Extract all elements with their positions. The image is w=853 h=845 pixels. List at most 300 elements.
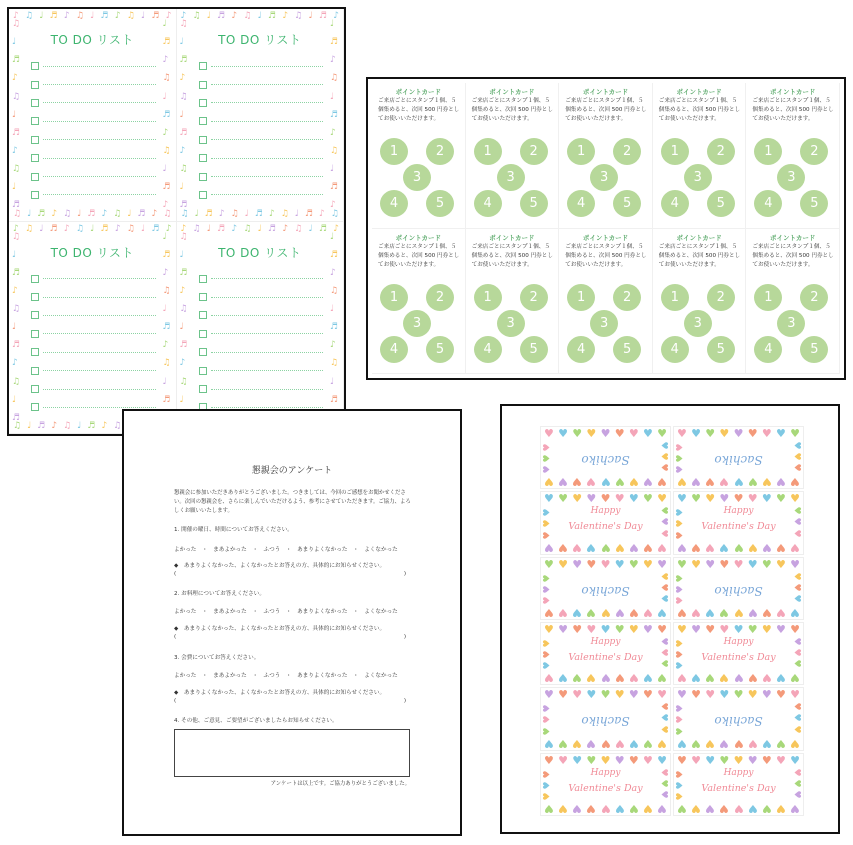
todo-writing-line [211, 333, 324, 334]
todo-writing-line [211, 139, 324, 140]
music-note-icon: ♪ [330, 340, 336, 351]
todo-item [31, 361, 156, 379]
heart-icon: ♥ [675, 704, 686, 713]
todo-writing-line [211, 389, 324, 390]
heart-icon: ♥ [642, 475, 653, 489]
heart-icon: ♥ [642, 557, 653, 571]
heart-icon: ♥ [658, 779, 669, 788]
heart-icon: ♥ [790, 622, 800, 636]
todo-item [31, 186, 156, 204]
checkbox[interactable] [199, 293, 207, 301]
heart-icon: ♥ [558, 688, 569, 702]
heart-icon: ♥ [761, 475, 772, 489]
music-note-icon: ♪ [165, 223, 172, 234]
music-note-icon: ♩ [179, 182, 184, 193]
heart-icon: ♥ [791, 506, 802, 515]
stamp-circle-1: 1 [754, 138, 782, 165]
heart-icon: ♥ [790, 753, 800, 767]
heart-border [677, 803, 800, 814]
heart-icon: ♥ [658, 790, 669, 799]
music-note-icon: ♬ [254, 208, 263, 219]
stamp-circle-3: 3 [590, 310, 618, 337]
heart-icon: ♥ [642, 492, 653, 506]
music-note-icon: ♪ [13, 223, 19, 234]
stamp-circle-5: 5 [707, 336, 735, 363]
valentine-card [673, 557, 804, 620]
checkbox[interactable] [199, 117, 207, 125]
music-note-icon: ♫ [126, 223, 135, 234]
heart-icon: ♥ [628, 671, 639, 685]
music-note-icon: ♪ [162, 267, 169, 278]
music-note-icon: ♪ [231, 223, 238, 234]
music-note-border [181, 209, 340, 219]
heart-icon: ♥ [675, 650, 686, 659]
music-note-icon: ♬ [179, 267, 188, 278]
music-note-icon: ♫ [162, 145, 171, 156]
todo-writing-line [211, 407, 324, 408]
checkbox[interactable] [31, 62, 39, 70]
heart-icon: ♥ [733, 688, 744, 702]
todo-grid [9, 9, 344, 434]
recipient-name: Sachiko [714, 453, 763, 467]
heart-icon: ♥ [791, 594, 802, 603]
heart-icon: ♥ [719, 736, 730, 750]
music-note-icon: ♫ [330, 145, 339, 156]
music-note-icon: ♩ [12, 37, 17, 48]
heart-icon: ♥ [791, 441, 802, 450]
heart-icon: ♥ [658, 702, 669, 711]
checkbox[interactable] [31, 99, 39, 107]
music-note-icon: ♩ [39, 223, 44, 234]
greeting-valentines-day: Valentine's Day [701, 782, 776, 794]
music-note-icon: ♪ [162, 340, 169, 351]
todo-writing-line [43, 66, 156, 67]
music-note-icon: ♫ [330, 358, 339, 369]
paren-close: ) [403, 698, 406, 704]
stamp-circle-3: 3 [403, 164, 431, 191]
heart-icon: ♥ [705, 605, 716, 619]
todo-card [9, 9, 177, 222]
heart-icon: ♥ [572, 540, 583, 554]
heart-border [677, 559, 800, 570]
music-note-icon: ♩ [27, 421, 32, 431]
heart-icon: ♥ [542, 639, 553, 648]
todo-list-sheet [7, 7, 346, 436]
heart-icon: ♥ [614, 540, 625, 554]
music-note-icon: ♩ [179, 249, 184, 260]
music-note-icon: ♪ [12, 145, 18, 156]
music-note-icon: ♫ [294, 223, 303, 234]
heart-icon: ♥ [614, 475, 625, 489]
survey-answer-3 [174, 698, 406, 704]
heart-icon: ♥ [705, 753, 716, 767]
checkbox[interactable] [199, 348, 207, 356]
valentine-card-sheet [500, 404, 840, 834]
music-note-icon: ♩ [12, 394, 17, 405]
checkbox[interactable] [199, 191, 207, 199]
heart-icon: ♥ [542, 781, 553, 790]
checkbox[interactable] [31, 154, 39, 162]
stamp-circle-3: 3 [684, 164, 712, 191]
heart-icon: ♥ [544, 427, 554, 440]
point-card [559, 83, 653, 229]
greeting-happy: Happy [590, 767, 621, 778]
heart-border [544, 738, 667, 749]
heart-icon: ♥ [791, 790, 802, 799]
todo-writing-line [43, 194, 156, 195]
checkbox[interactable] [31, 367, 39, 375]
heart-icon: ♥ [542, 661, 553, 670]
checkbox[interactable] [31, 293, 39, 301]
stamp-circle-2: 2 [800, 284, 828, 311]
checkbox[interactable] [31, 311, 39, 319]
heart-border [544, 607, 667, 618]
music-note-icon: ♪ [180, 223, 187, 234]
music-note-icon: ♫ [330, 208, 339, 219]
todo-writing-line [211, 194, 324, 195]
music-note-icon: ♪ [13, 11, 19, 21]
todo-writing-line [211, 176, 324, 177]
todo-writing-line [211, 315, 324, 316]
music-note-icon: ♬ [49, 223, 58, 234]
point-card [559, 229, 653, 375]
music-note-icon: ♪ [330, 267, 336, 278]
heart-icon: ♥ [542, 792, 553, 801]
music-note-icon: ♫ [294, 11, 303, 21]
heart-icon: ♥ [677, 688, 687, 702]
todo-writing-line [43, 278, 156, 279]
heart-icon: ♥ [733, 492, 744, 506]
checkbox[interactable] [199, 330, 207, 338]
survey-followup-1: ◆ あまりよくなかった、よくなかったとお答えの方、具体的にお知らせください。 [174, 563, 386, 569]
heart-border [544, 672, 667, 683]
music-note-icon: ♪ [101, 208, 108, 219]
heart-icon: ♥ [657, 688, 667, 702]
heart-icon: ♥ [791, 463, 802, 472]
survey-question-4: 4. その他、ご意見、ご要望がございましたらお知らせください。 [174, 718, 338, 724]
survey-comment-box[interactable] [174, 729, 410, 777]
heart-icon: ♥ [586, 492, 597, 506]
survey-answer-2 [174, 634, 406, 640]
point-card-title: ポイントカード [395, 233, 441, 242]
checkbox[interactable] [199, 154, 207, 162]
heart-icon: ♥ [544, 688, 554, 702]
point-card-description: ご来店ごとにスタンプ１個、５個集めると、次回 500 円券としてお使いいただけます。 [471, 243, 553, 268]
music-note-icon: ♫ [13, 421, 22, 431]
heart-icon: ♥ [657, 492, 667, 506]
heart-icon: ♥ [733, 540, 744, 554]
heart-icon: ♥ [658, 517, 669, 527]
heart-icon: ♥ [775, 736, 786, 750]
music-note-icon: ♬ [318, 223, 328, 234]
heart-border [677, 755, 800, 766]
survey-followup-3: ◆ あまりよくなかった、よくなかったとお答えの方、具体的にお知らせください。 [174, 690, 386, 696]
heart-icon: ♥ [790, 605, 800, 619]
todo-lines [199, 57, 324, 204]
music-note-icon: ♩ [179, 322, 184, 333]
heart-icon: ♥ [791, 637, 802, 646]
heart-icon: ♥ [658, 713, 669, 723]
music-note-icon: ♬ [330, 109, 339, 120]
heart-border [544, 542, 667, 553]
point-card-title: ポイントカード [582, 88, 629, 96]
survey-options-3: よかった ・ まあよかった ・ ふつう ・ あまりよくなかった ・ よくなかった [174, 673, 398, 679]
stamp-circle-2: 2 [800, 138, 828, 165]
checkbox[interactable] [31, 81, 39, 89]
music-note-icon: ♫ [75, 11, 84, 21]
todo-item [199, 57, 324, 75]
music-note-icon: ♪ [12, 285, 18, 296]
heart-icon: ♥ [586, 688, 597, 702]
checkbox[interactable] [31, 117, 39, 125]
checkbox[interactable] [31, 403, 39, 411]
checkbox[interactable] [199, 99, 207, 107]
music-note-icon: ♫ [12, 91, 21, 102]
stamp-circle-5: 5 [520, 336, 548, 363]
checkbox[interactable] [199, 367, 207, 375]
todo-writing-line [43, 407, 156, 408]
music-note-icon: ♫ [180, 208, 189, 219]
heart-icon: ♥ [586, 622, 597, 636]
heart-icon: ♥ [642, 671, 653, 685]
music-note-icon: ♩ [162, 19, 167, 29]
stamp-circle-3: 3 [497, 310, 525, 337]
todo-item [31, 270, 156, 288]
heart-icon: ♥ [677, 605, 687, 619]
point-card-title: ポイントカード [770, 88, 816, 96]
heart-icon: ♥ [675, 508, 686, 517]
heart-icon: ♥ [572, 688, 583, 702]
survey-title: 懇親会のアンケート [251, 466, 333, 476]
heart-icon: ♥ [719, 540, 730, 554]
todo-item [31, 131, 156, 149]
music-note-icon: ♫ [12, 231, 21, 242]
heart-icon: ♥ [657, 475, 667, 489]
todo-item [199, 149, 324, 167]
heart-icon: ♥ [586, 557, 597, 571]
heart-icon: ♥ [658, 529, 669, 538]
todo-card [177, 9, 345, 222]
heart-icon: ♥ [586, 605, 597, 619]
heart-icon: ♥ [775, 475, 786, 489]
heart-icon: ♥ [542, 531, 553, 540]
checkbox[interactable] [31, 275, 39, 283]
todo-item [199, 288, 324, 306]
heart-icon: ♥ [600, 688, 611, 702]
heart-icon: ♥ [658, 463, 669, 472]
recipient-name: Sachiko [581, 453, 630, 467]
music-note-icon: ♬ [179, 55, 188, 66]
heart-icon: ♥ [657, 671, 667, 685]
music-note-icon: ♬ [217, 223, 226, 234]
heart-icon: ♥ [719, 427, 730, 440]
heart-border [544, 559, 667, 570]
point-card-title: ポイントカード [676, 233, 722, 242]
music-note-icon: ♩ [330, 376, 335, 387]
heart-icon: ♥ [791, 648, 802, 657]
music-note-icon: ♩ [141, 11, 146, 21]
music-note-icon: ♩ [162, 164, 167, 175]
music-note-icon: ♪ [330, 200, 336, 211]
stamp-circle-1: 1 [380, 284, 408, 311]
music-note-icon: ♬ [318, 11, 328, 21]
heart-icon: ♥ [733, 671, 744, 685]
point-card [466, 229, 560, 375]
heart-icon: ♥ [544, 801, 554, 815]
music-note-icon: ♫ [179, 304, 188, 315]
music-note-icon: ♬ [330, 249, 339, 260]
heart-icon: ♥ [628, 540, 639, 554]
heart-icon: ♥ [675, 661, 686, 670]
heart-icon: ♥ [657, 736, 667, 750]
stamp-circle-2: 2 [426, 138, 454, 165]
checkbox[interactable] [199, 81, 207, 89]
checkbox[interactable] [199, 173, 207, 181]
heart-icon: ♥ [614, 492, 625, 506]
todo-item [31, 343, 156, 361]
heart-icon: ♥ [600, 557, 611, 571]
heart-icon: ♥ [691, 427, 702, 440]
stamp-circle-5: 5 [426, 190, 454, 217]
checkbox[interactable] [199, 62, 207, 70]
music-note-icon: ♪ [282, 11, 289, 21]
heart-icon: ♥ [558, 753, 569, 767]
heart-icon: ♥ [586, 801, 597, 815]
heart-icon: ♥ [705, 540, 716, 554]
heart-icon: ♥ [719, 622, 730, 636]
heart-icon: ♥ [705, 688, 716, 702]
music-note-icon: ♩ [308, 11, 313, 21]
heart-icon: ♥ [747, 475, 758, 489]
todo-writing-line [211, 158, 324, 159]
music-note-icon: ♫ [162, 285, 171, 296]
heart-icon: ♥ [572, 605, 583, 619]
checkbox[interactable] [31, 348, 39, 356]
checkbox[interactable] [199, 136, 207, 144]
todo-item [199, 306, 324, 324]
music-note-icon: ♫ [179, 164, 188, 175]
heart-icon: ♥ [558, 427, 569, 440]
music-note-icon: ♪ [330, 127, 336, 138]
music-note-icon: ♬ [12, 267, 21, 278]
point-card-description: ご来店ごとにスタンプ１個、５個集めると、次回 500 円券としてお使いいただけます。 [658, 98, 741, 122]
music-note-icon: ♫ [63, 208, 72, 219]
music-note-icon: ♪ [114, 223, 121, 234]
music-note-icon: ♩ [12, 182, 17, 193]
heart-icon: ♥ [691, 753, 702, 767]
heart-icon: ♥ [677, 801, 687, 815]
heart-icon: ♥ [791, 452, 802, 461]
todo-lines [31, 57, 156, 204]
stamp-circle-3: 3 [497, 164, 525, 191]
heart-icon: ♥ [572, 736, 583, 750]
survey-question-2: 2. お料理についてお答えください。 [174, 591, 265, 597]
heart-icon: ♥ [747, 557, 758, 571]
music-note-icon: ♩ [179, 37, 184, 48]
heart-icon: ♥ [675, 531, 686, 540]
todo-item [199, 186, 324, 204]
music-note-icon: ♩ [206, 223, 211, 234]
heart-icon: ♥ [558, 801, 569, 815]
greeting-happy: Happy [723, 636, 754, 647]
music-note-icon: ♬ [100, 223, 109, 234]
heart-icon: ♥ [747, 671, 758, 685]
music-note-icon: ♩ [39, 11, 44, 21]
heart-icon: ♥ [677, 427, 687, 440]
valentine-card [540, 491, 671, 554]
heart-icon: ♥ [775, 622, 786, 636]
checkbox[interactable] [199, 311, 207, 319]
heart-icon: ♥ [791, 659, 802, 668]
todo-writing-line [211, 66, 324, 67]
heart-icon: ♥ [542, 715, 553, 724]
checkbox[interactable] [31, 136, 39, 144]
heart-icon: ♥ [628, 475, 639, 489]
heart-border [544, 803, 667, 814]
music-note-icon: ♩ [162, 91, 167, 102]
checkbox[interactable] [31, 385, 39, 393]
heart-icon: ♥ [600, 801, 611, 815]
checkbox[interactable] [31, 191, 39, 199]
todo-item [199, 380, 324, 398]
checkbox[interactable] [31, 330, 39, 338]
heart-icon: ♥ [790, 688, 800, 702]
stamp-circle-2: 2 [520, 138, 548, 165]
heart-icon: ♥ [614, 688, 625, 702]
heart-icon: ♥ [658, 768, 669, 777]
music-note-border [181, 224, 340, 234]
heart-icon: ♥ [642, 540, 653, 554]
point-card-description: ご来店ごとにスタンプ１個、５個集めると、次回 500 円券としてお使いいただけます。 [565, 243, 647, 268]
music-note-icon: ♬ [37, 208, 46, 219]
music-note-icon: ♪ [231, 11, 238, 21]
todo-writing-line [211, 352, 324, 353]
music-note-icon: ♫ [330, 285, 339, 296]
stamp-circle-2: 2 [707, 138, 735, 165]
checkbox[interactable] [199, 385, 207, 393]
point-card-description: ご来店ごとにスタンプ１個、５個集めると、次回 500 円券としてお使いいただけます。 [378, 98, 460, 122]
heart-icon: ♥ [658, 594, 669, 603]
heart-icon: ♥ [719, 605, 730, 619]
music-note-border [13, 224, 172, 234]
heart-icon: ♥ [657, 753, 667, 767]
heart-icon: ♥ [719, 475, 730, 489]
survey-question-1: 1. 開催の曜日、時間についてお答えください。 [174, 527, 293, 533]
heart-icon: ♥ [705, 475, 716, 489]
music-note-icon: ♩ [194, 208, 199, 219]
heart-icon: ♥ [558, 671, 569, 685]
checkbox[interactable] [31, 173, 39, 181]
heart-icon: ♥ [614, 622, 625, 636]
paren-open: ( [174, 571, 177, 577]
heart-icon: ♥ [733, 557, 744, 571]
stamp-circle-3: 3 [403, 310, 431, 337]
heart-icon: ♥ [775, 801, 786, 815]
point-card [466, 83, 560, 229]
todo-item [199, 325, 324, 343]
heart-icon: ♥ [614, 557, 625, 571]
checkbox[interactable] [199, 275, 207, 283]
heart-icon: ♥ [705, 671, 716, 685]
valentine-card [673, 622, 804, 685]
heart-icon: ♥ [642, 753, 653, 767]
heart-icon: ♥ [733, 801, 744, 815]
heart-icon: ♥ [719, 801, 730, 815]
music-note-icon: ♩ [12, 109, 17, 120]
stamp-circle-4: 4 [754, 336, 782, 363]
greeting-valentines-day: Valentine's Day [568, 782, 643, 794]
heart-icon: ♥ [675, 585, 686, 594]
